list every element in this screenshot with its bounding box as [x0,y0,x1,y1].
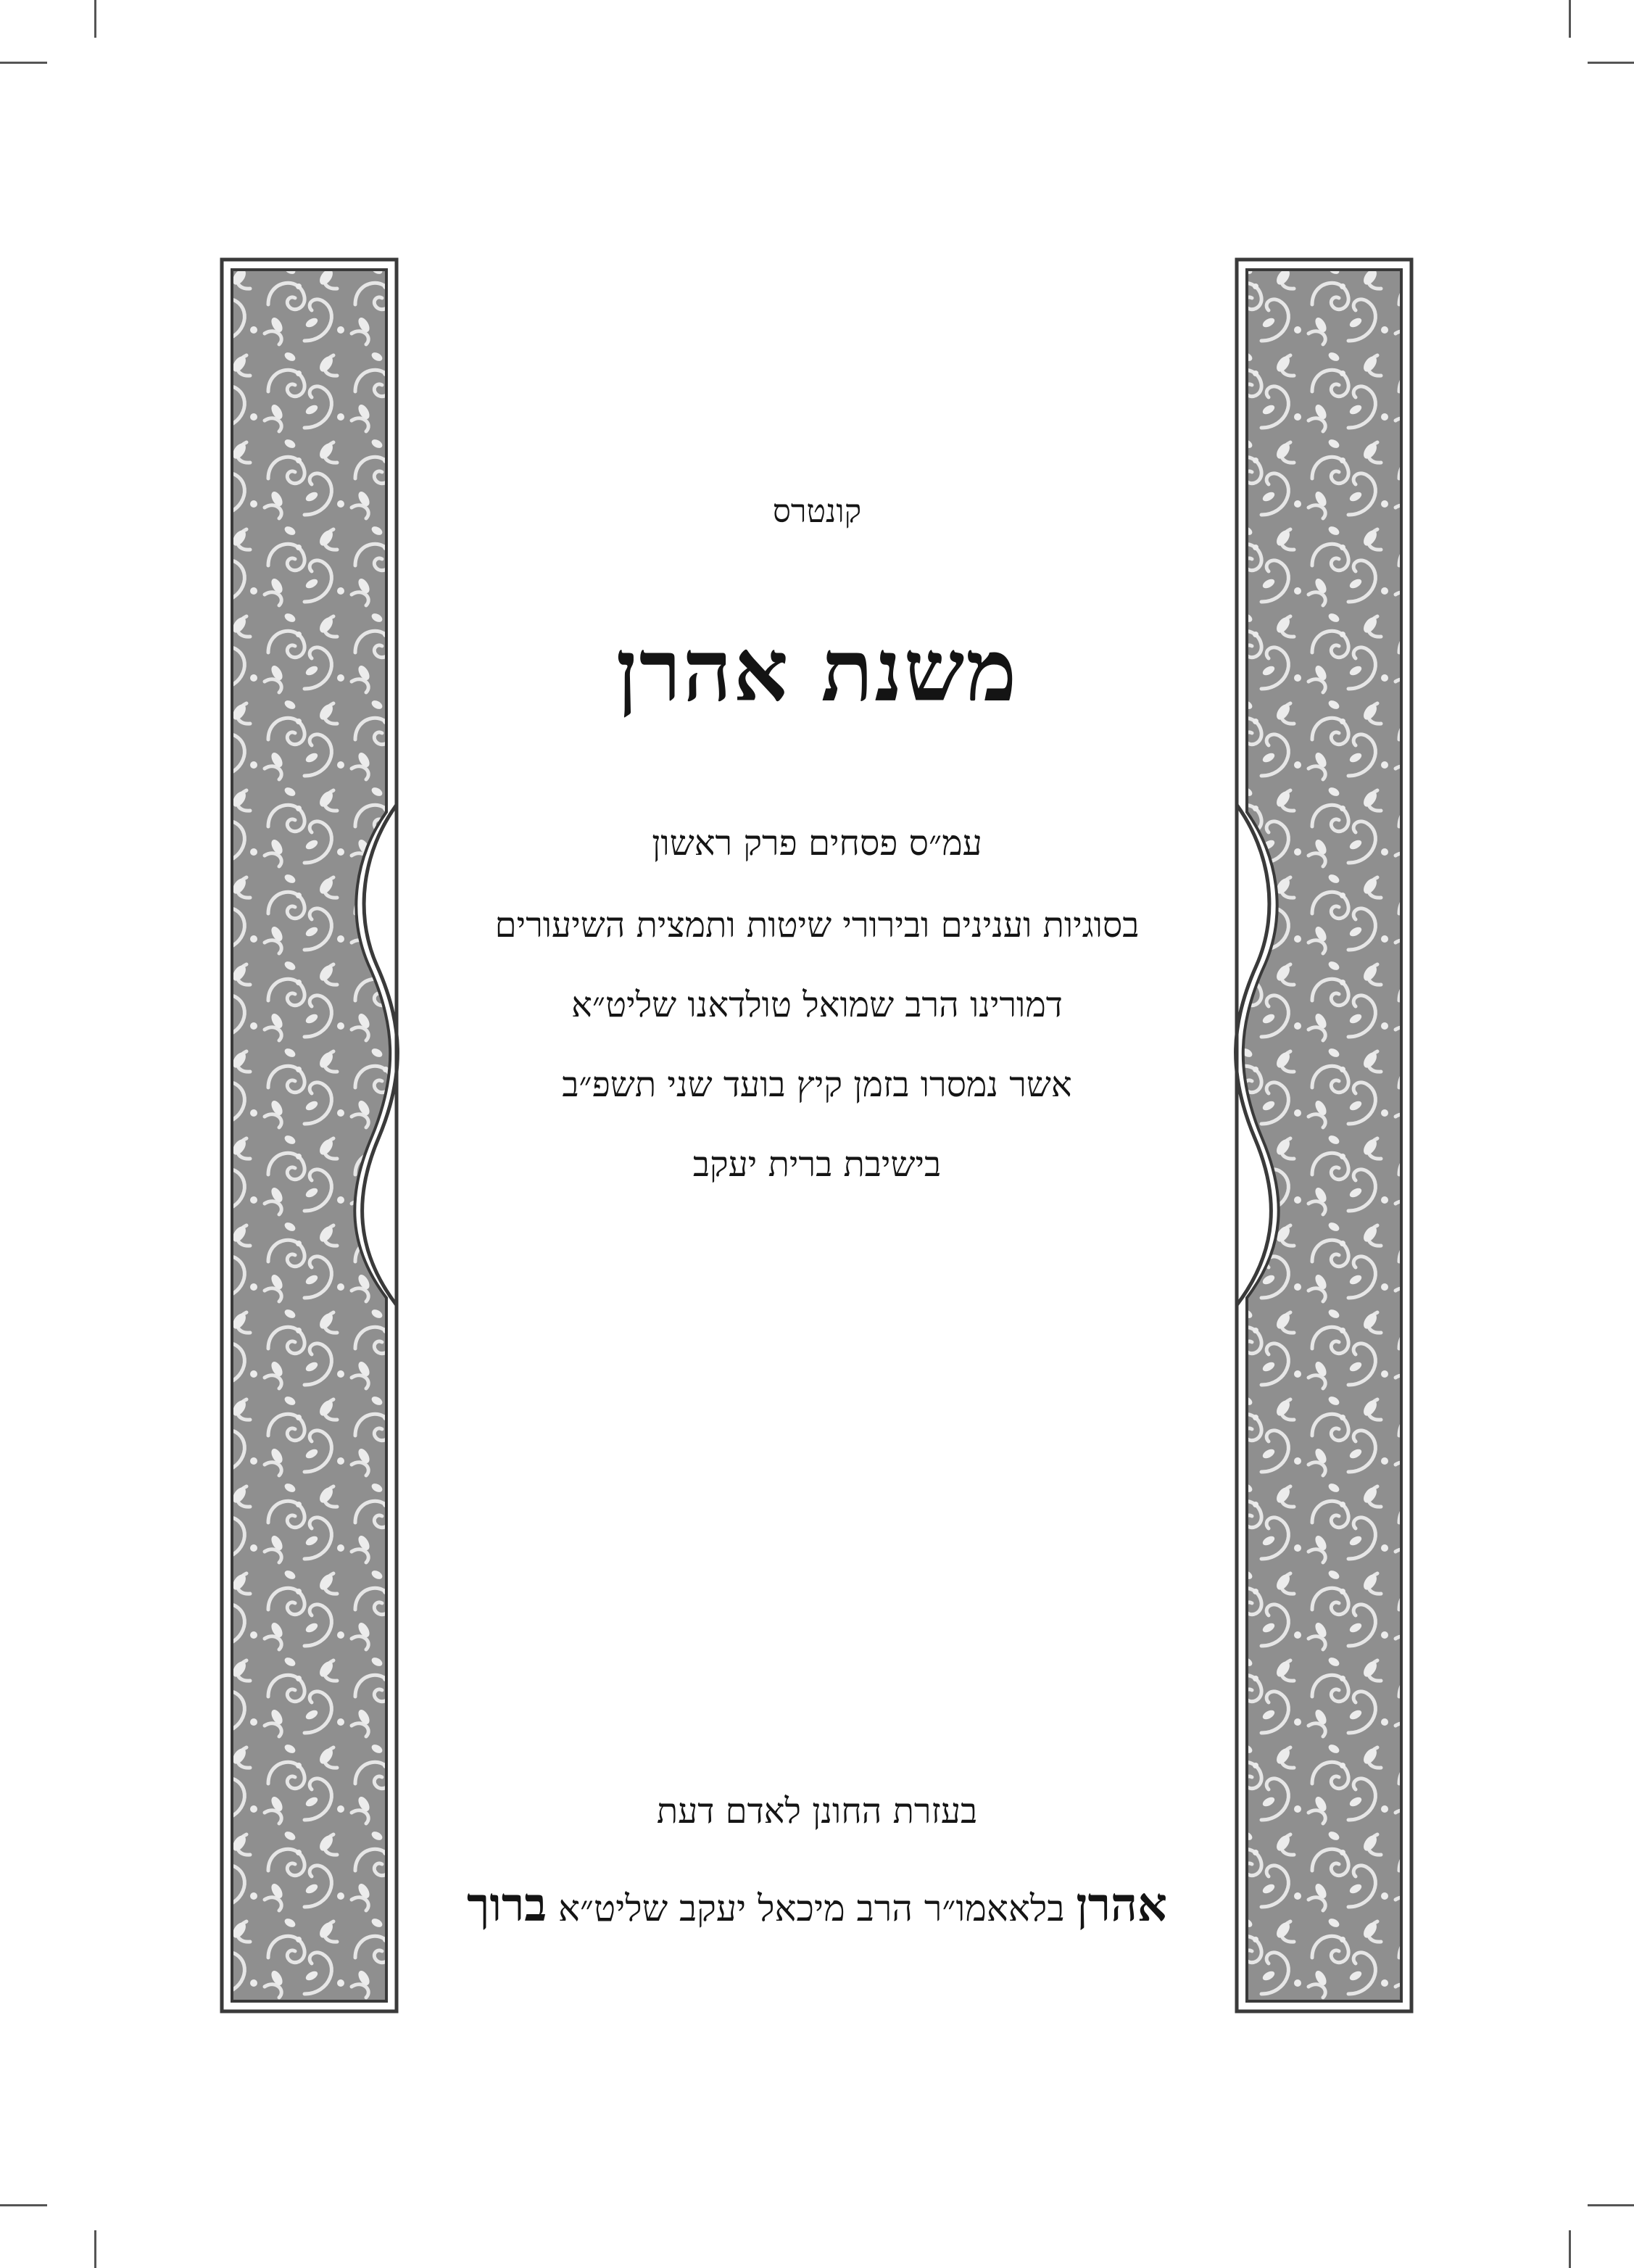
subtitle-line-2: בסוגיות וענינים ובירורי שיטות ותמצית השיעורים [494,905,1140,945]
subtitle-line-4: אשר נמסרו בזמן קיץ בועד שני תשפ״ב [562,1064,1072,1105]
author-line [0,1878,1634,1932]
author-middle: בלאאמו״ר הרב מיכאל יעקב שליט״א [558,1887,1065,1929]
help-line: בעזרת החונן לאדם דעת [656,1791,978,1832]
author-last-name: ברוך [467,1878,547,1932]
book-title: משנת אהרן [615,620,1019,721]
subtitle-line-1: עמ״ס פסחים פרק ראשון [652,823,982,864]
subtitle-line-5: בישיבת ברית יעקב [692,1144,942,1185]
author-first-name: אהרן [1076,1878,1167,1932]
subtitle-line-3: דמורינו הרב שמואל טולדאנו שליט״א [571,985,1063,1025]
kuntres-label: קונטרס [772,493,862,530]
